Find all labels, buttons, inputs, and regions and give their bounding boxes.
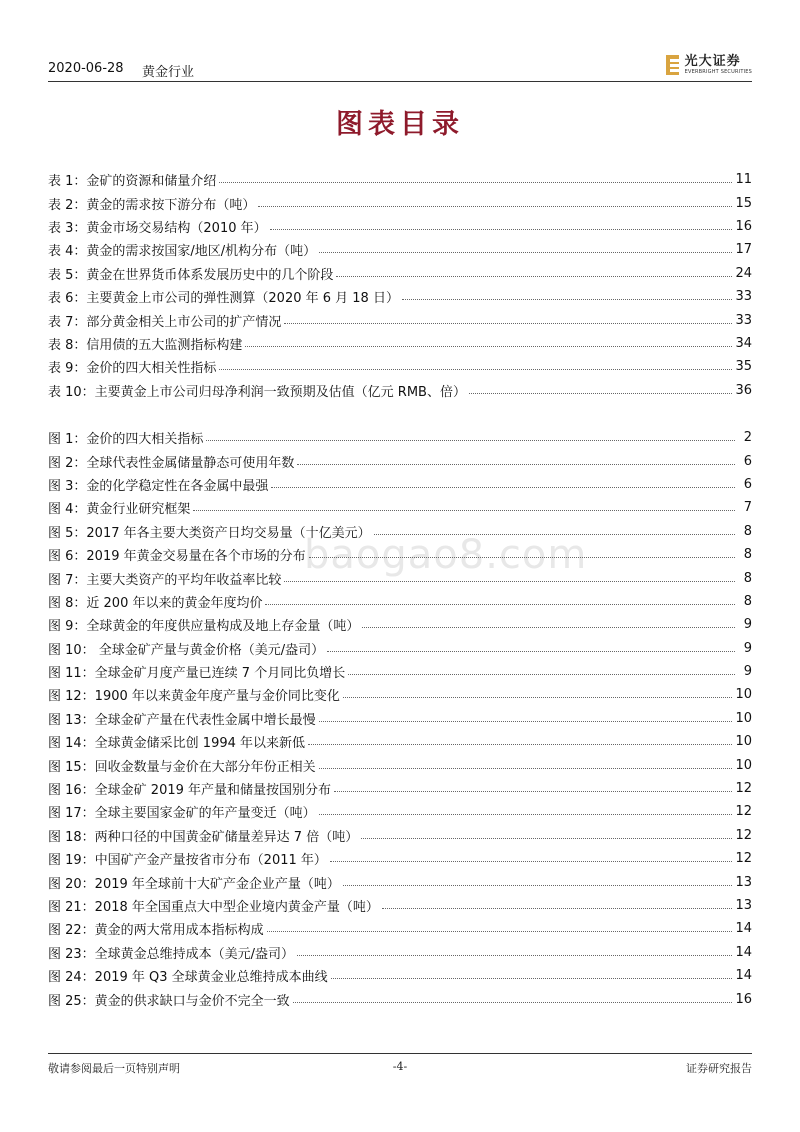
toc-entry-page: 12 [735,827,752,843]
toc-entry-label: 图 5：2017 年各主要大类资产日均交易量（十亿美元） [48,525,371,541]
toc-entry-page: 6 [743,476,752,492]
toc-table-entry[interactable] [48,332,752,355]
toc-entry-label: 图 21：2018 年全国重点大中型企业境内黄金产量（吨） [48,900,379,915]
dot-leader [271,487,735,488]
toc-entry-label: 图 13：全球金矿产量在代表性金属中增长最慢 [48,712,316,728]
footer-divider [48,1053,752,1054]
logo-english-name: EVERBRIGHT SECURITIES [684,69,752,75]
toc-figure-entry[interactable] [48,753,752,776]
dot-leader [343,697,733,698]
toc-entry-page: 14 [735,921,752,937]
dot-leader [327,651,735,652]
toc-figure-entry[interactable] [48,637,752,660]
dot-leader [297,464,735,465]
toc-entry-label: 图 12：1900 年以来黄金年度产量与金价同比变化 [48,689,340,705]
dot-leader [297,955,732,956]
disclaimer-note: 敬请参阅最后一页特别声明 [48,1062,180,1075]
dot-leader [284,581,735,582]
dot-leader [374,534,735,535]
toc-figure-entry[interactable] [48,590,752,613]
toc-entry-page: 8 [743,593,752,609]
dot-leader [319,814,733,815]
toc-figure-entry[interactable] [48,520,752,543]
toc-entry-label: 图 18：两种口径的中国黄金矿储量差异达 7 倍（吨） [48,829,359,845]
toc-figure-entry[interactable] [48,566,752,589]
dot-leader [334,791,732,792]
toc-entry-page: 7 [743,500,752,516]
dot-leader [343,885,733,886]
toc-entry-label: 表 4：黄金的需求按国家/地区/机构分布（吨） [48,244,317,260]
toc-figure-entry[interactable] [48,683,752,706]
toc-figure-entry[interactable] [48,543,752,566]
dot-leader [361,838,732,839]
page-header [48,52,752,82]
dot-leader [245,346,732,347]
toc-entry-page: 13 [735,898,752,913]
toc-entry-page: 14 [735,944,752,960]
toc-entry-label: 图 9：全球黄金的年度供应量构成及地上存金量（吨） [48,619,360,635]
brand-logo [666,52,752,78]
page-title: 图表目录 [336,109,464,140]
toc-table-entry[interactable] [48,379,752,402]
toc-entry-page: 33 [735,289,752,305]
toc-entry-label: 图 15：回收金数量与金价在大部分年份正相关 [48,759,316,775]
dot-leader [330,861,733,862]
dot-leader [284,323,732,324]
toc-figure-entry[interactable] [48,496,752,519]
toc-figure-entry[interactable] [48,777,752,800]
toc-entry-page: 34 [735,335,752,351]
toc-table-entry[interactable] [48,308,752,331]
toc-entry-label: 表 6：主要黄金上市公司的弹性测算（2020 年 6 月 18 日） [48,291,399,307]
toc-entry-label: 图 19：中国矿产金产量按省市分布（2011 年） [48,853,327,869]
page-number: -4- [392,1060,408,1073]
toc-figure-entry[interactable] [48,707,752,730]
toc-figure-entry[interactable] [48,660,752,683]
toc-entry-page: 11 [735,172,752,188]
toc-table-entry[interactable] [48,285,752,308]
dot-leader [382,908,733,909]
toc-entry-label: 表 3：黄金市场交易结构（2010 年） [48,220,267,236]
toc-entry-page: 10 [735,710,752,726]
toc-entry-label: 图 24：2019 年 Q3 全球黄金业总维持成本曲线 [48,970,328,986]
dot-leader [348,674,735,675]
toc-entry-label: 图 10： 全球金矿产量与黄金价格（美元/盎司） [48,642,325,658]
toc-entry-label: 表 9：金价的四大相关性指标 [48,361,217,377]
dot-leader [270,229,733,230]
toc-entry-page: 12 [735,851,752,867]
toc-entry-page: 6 [743,453,752,469]
toc-figure-entry[interactable] [48,613,752,636]
toc-entry-page: 2 [743,430,752,446]
toc-entry-page: 10 [735,734,752,750]
table-of-tables [48,168,752,402]
dot-leader [308,744,732,745]
toc-entry-page: 8 [743,523,752,539]
toc-entry-page: 9 [743,640,752,656]
toc-entry-label: 表 2：黄金的需求按下游分布（吨） [48,197,256,213]
toc-entry-page: 36 [735,382,752,398]
report-date: 2020-06-28 [48,61,124,76]
logo-chinese-name: 光大证券 [684,54,741,69]
dot-leader [219,182,732,183]
dot-leader [402,299,732,300]
toc-table-entry[interactable] [48,238,752,261]
toc-entry-label: 图 20：2019 年全球前十大矿产金企业产量（吨） [48,876,340,892]
toc-entry-label: 图 2：全球代表性金属储量静态可使用年数 [48,455,295,471]
toc-entry-label: 图 8：近 200 年以来的黄金年度均价 [48,595,263,611]
toc-entry-label: 图 17：全球主要国家金矿的年产量变迁（吨） [48,806,316,822]
toc-entry-page: 16 [735,991,752,1007]
toc-figure-entry[interactable] [48,800,752,823]
toc-entry-page: 13 [735,874,752,890]
toc-figure-entry[interactable] [48,941,752,964]
dot-leader [309,557,735,558]
toc-figure-entry[interactable] [48,449,752,472]
toc-entry-page: 9 [743,664,752,680]
toc-entry-page: 12 [735,781,752,797]
dot-leader [267,931,733,932]
toc-table-entry[interactable] [48,191,752,214]
toc-entry-label: 表 1：金矿的资源和储量介绍 [48,174,217,190]
toc-entry-page: 15 [735,195,752,211]
toc-entry-label: 图 11：全球金矿月度产量已连续 7 个月同比负增长 [48,666,346,682]
toc-entry-label: 图 3：金的化学稳定性在各金属中最强 [48,478,269,494]
toc-entry-label: 图 23：全球黄金总维持成本（美元/盎司） [48,946,295,962]
toc-table-entry[interactable] [48,262,752,285]
dot-leader [319,721,733,722]
toc-entry-label: 图 1：金价的四大相关指标 [48,432,204,448]
toc-entry-label: 图 7：主要大类资产的平均年收益率比较 [48,572,282,588]
toc-figure-entry[interactable] [48,473,752,496]
watermark: baogao8.com [304,532,588,578]
document-type: 证券研究报告 [686,1062,752,1075]
toc-entry-page: 8 [743,570,752,586]
toc-entry-page: 24 [735,265,752,281]
toc-entry-label: 图 6：2019 年黄金交易量在各个市场的分布 [48,549,306,565]
toc-figure-entry[interactable] [48,964,752,987]
toc-table-entry[interactable] [48,168,752,191]
dot-leader [319,252,732,253]
logo-mark-icon [666,55,679,75]
table-of-figures [48,426,752,1011]
toc-figure-entry[interactable] [48,847,752,870]
toc-figure-entry[interactable] [48,917,752,940]
toc-figure-entry[interactable] [48,870,752,893]
dot-leader [469,393,732,394]
dot-leader [336,276,732,277]
toc-entry-page: 16 [735,218,752,234]
toc-entry-label: 图 25：黄金的供求缺口与金价不完全一致 [48,993,290,1009]
toc-figure-entry[interactable] [48,426,752,449]
toc-entry-page: 33 [735,312,752,328]
toc-table-entry[interactable] [48,355,752,378]
toc-entry-label: 表 7：部分黄金相关上市公司的扩产情况 [48,314,282,330]
toc-entry-page: 10 [735,687,752,703]
toc-entry-page: 9 [743,617,752,633]
header-divider [48,81,752,82]
dot-leader [362,627,735,628]
toc-entry-label: 表 8：信用债的五大监测指标构建 [48,337,243,353]
toc-entry-label: 表 5：黄金在世界货币体系发展历史中的几个阶段 [48,267,334,283]
toc-figure-entry[interactable] [48,987,752,1010]
toc-figure-entry[interactable] [48,894,752,917]
toc-entry-label: 图 22：黄金的两大常用成本指标构成 [48,923,264,939]
toc-figure-entry[interactable] [48,730,752,753]
toc-entry-page: 17 [735,242,752,258]
dot-leader [265,604,735,605]
toc-entry-page: 8 [743,547,752,563]
toc-entry-page: 10 [735,757,752,773]
dot-leader [258,206,732,207]
industry-name: 黄金行业 [142,65,195,80]
toc-entry-page: 14 [735,968,752,984]
toc-table-entry[interactable] [48,215,752,238]
dot-leader [219,369,732,370]
dot-leader [293,1002,733,1003]
dot-leader [319,768,733,769]
toc-entry-label: 图 4：黄金行业研究框架 [48,502,191,518]
dot-leader [331,978,733,979]
toc-entry-label: 图 16：全球金矿 2019 年产量和储量按国别分布 [48,783,332,799]
toc-entry-label: 表 10：主要黄金上市公司归母净利润一致预期及估值（亿元 RMB、倍） [48,384,466,400]
toc-entry-page: 12 [735,804,752,820]
dot-leader [206,440,735,441]
toc-entry-label: 图 14：全球黄金储采比创 1994 年以来新低 [48,736,306,752]
toc-figure-entry[interactable] [48,824,752,847]
toc-entry-page: 35 [735,359,752,375]
dot-leader [193,510,735,511]
